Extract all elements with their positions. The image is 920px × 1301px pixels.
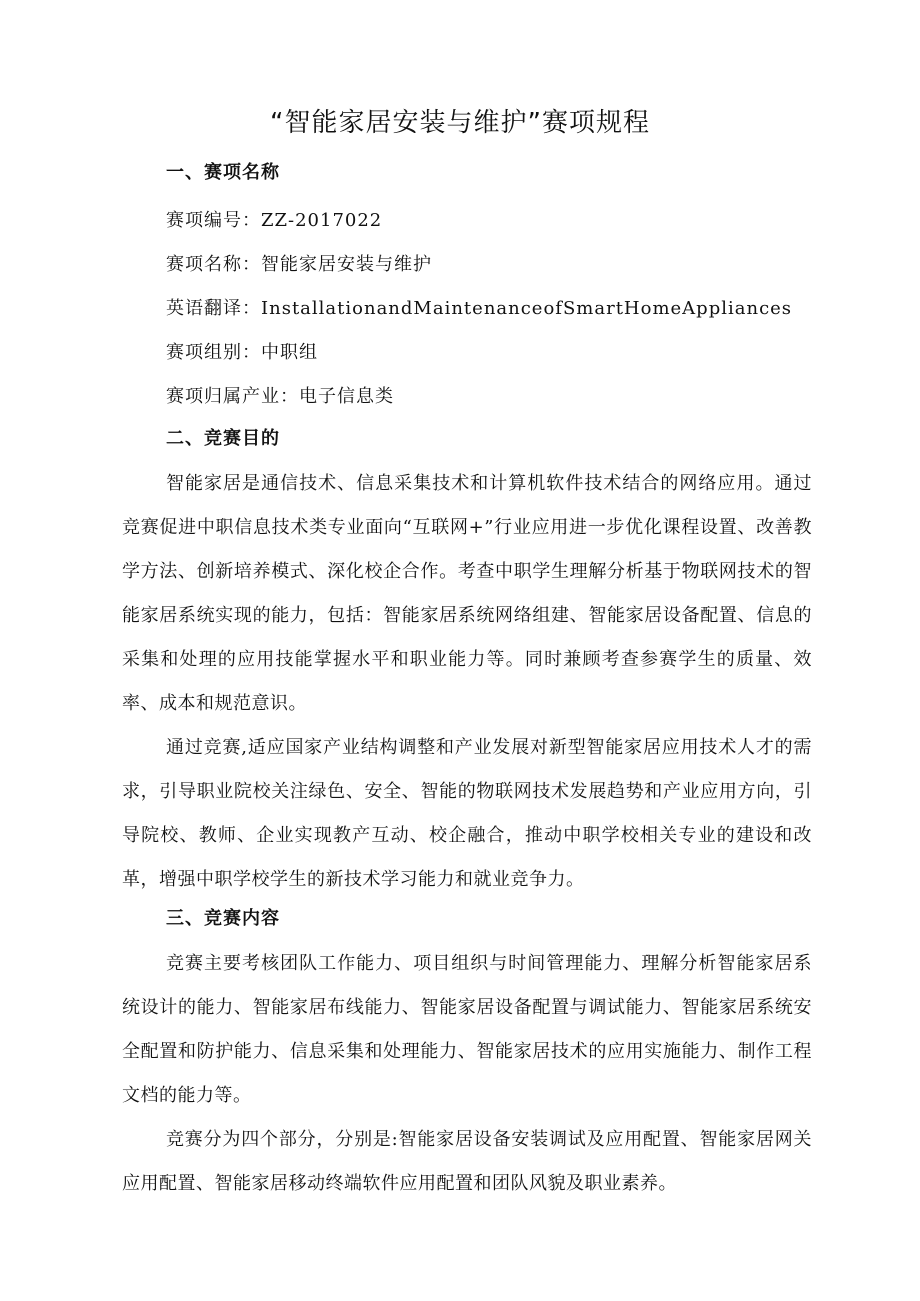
info-english: 英语翻译：InstallationandMaintenanceofSmartHomeAppliances [166, 298, 793, 319]
info-code: 赛项编号：ZZ-2017022 [166, 210, 383, 231]
paragraph-content-1: 竞赛主要考核团队工作能力、项目组织与时间管理能力、理解分析智能家居系统设计的能力、智能家居布线能力、智能家居设备配置与调试能力、智能家居系统安全配置和防护能力、信息采集和处理能力、智能家居技术的应用实施能力、制作工程文档的能力等。 [122, 953, 812, 1106]
info-name: 赛项名称：智能家居安装与维护 [166, 254, 432, 275]
section-heading-content: 三、竞赛内容 [166, 908, 280, 929]
paragraph-purpose-2: 通过竞赛,适应国家产业结构调整和产业发展对新型智能家居应用技术人才的需求，引导职业院校关注绿色、安全、智能的物联网技术发展趋势和产业应用方向，引导院校、教师、企业实现教产互动、校企融合，推动中职学校相关专业的建设和改革，增强中职学校学生的新技术学习能力和就业竞争力。 [122, 737, 812, 890]
section-heading-name: 一、赛项名称 [166, 162, 280, 183]
info-industry: 赛项归属产业：电子信息类 [166, 386, 394, 407]
document-title: “智能家居安装与维护”赛项规程 [270, 108, 650, 138]
section-heading-purpose: 二、竞赛目的 [166, 428, 280, 449]
paragraph-content-2: 竞赛分为四个部分，分别是:智能家居设备安装调试及应用配置、智能家居网关应用配置、智能家居移动终端软件应用配置和团队风貌及职业素养。 [122, 1129, 812, 1194]
info-group: 赛项组别：中职组 [166, 342, 318, 363]
paragraph-purpose-1: 智能家居是通信技术、信息采集技术和计算机软件技术结合的网络应用。通过竞赛促进中职信息技术类专业面向“互联网+”行业应用进一步优化课程设置、改善教学方法、创新培养模式、深化校企合作。考查中职学生理解分析基于物联网技术的智能家居系统实现的能力，包括：智能家居系统网络组建、智能家居设备配置、信息的采集和处理的应用技能掌握水平和职业能力等。同时兼顾考查参赛学生的质量、效率、成本和规范意识。 [122, 473, 812, 714]
